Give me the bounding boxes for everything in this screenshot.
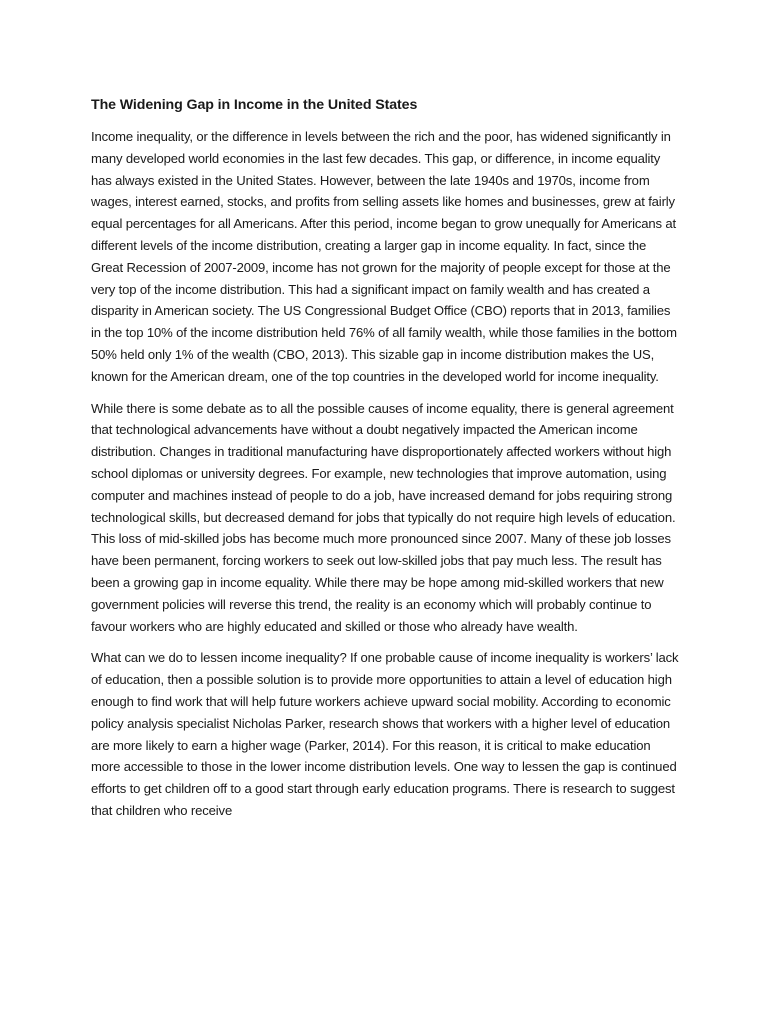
document-title: The Widening Gap in Income in the United States [91,97,418,113]
paragraph-3: What can we do to lessen income inequality? If one probable cause of income inequality is workers’ lack of education, then a possible solution is to provide more opportunities to attain a level of education high enough to find work that will help future workers achieve upward social mobility. According to economic policy analysis specialist Nicholas Parker, research shows that workers with a higher level of education are more likely to earn a higher wage (Parker, 2014). For this reason, it is critical to make education more accessible to those in the lower income distribution levels. One way to lessen the gap is continued efforts to get children off to a good start through early education programs. There is research to suggest that children who receive [91,650,679,818]
paragraph-2: While there is some debate as to all the possible causes of income equality, there is general agreement that technological advancements have without a doubt negatively impacted the American income distribution. Changes in traditional manufacturing have disproportionately affected workers without high school diplomas or university degrees. For example, new technologies that improve automation, using computer and machines instead of people to do a job, have increased demand for jobs requiring strong technological skills, but decreased demand for jobs that typically do not require high levels of education. This loss of mid-skilled jobs has become much more pronounced since 2007. Many of these job losses have been permanent, forcing workers to seek out low-skilled jobs that pay much less. The result has been a growing gap in income equality. While there may be hope among mid-skilled workers that new government policies will reverse this trend, the reality is an economy which will probably continue to favour workers who are highly educated and skilled or those who already have wealth. [91,400,676,634]
document-body [91,93,681,832]
paragraph-1: Income inequality, or the difference in levels between the rich and the poor, has widened significantly in many developed world economies in the last few decades. This gap, or difference, in income equality has always existed in the United States. However, between the late 1940s and 1970s, income from wages, interest earned, stocks, and profits from selling assets like homes and businesses, grew at fairly equal percentages for all Americans. After this period, income began to grow unequally for Americans at different levels of the income distribution, creating a larger gap in income equality. In fact, since the Great Recession of 2007-2009, income has not grown for the majority of people except for those at the very top of the income distribution. This had a significant impact on family wealth and has created a disparity in American society. The US Congressional Budget Office (CBO) reports that in 2013, families in the top 10% of the income distribution held 76% of all family wealth, while those families in the bottom 50% held only 1% of the wealth (CBO, 2013). This sizable gap in income distribution makes the US, known for the American dream, one of the top countries in the developed world for income inequality. [91,129,677,384]
